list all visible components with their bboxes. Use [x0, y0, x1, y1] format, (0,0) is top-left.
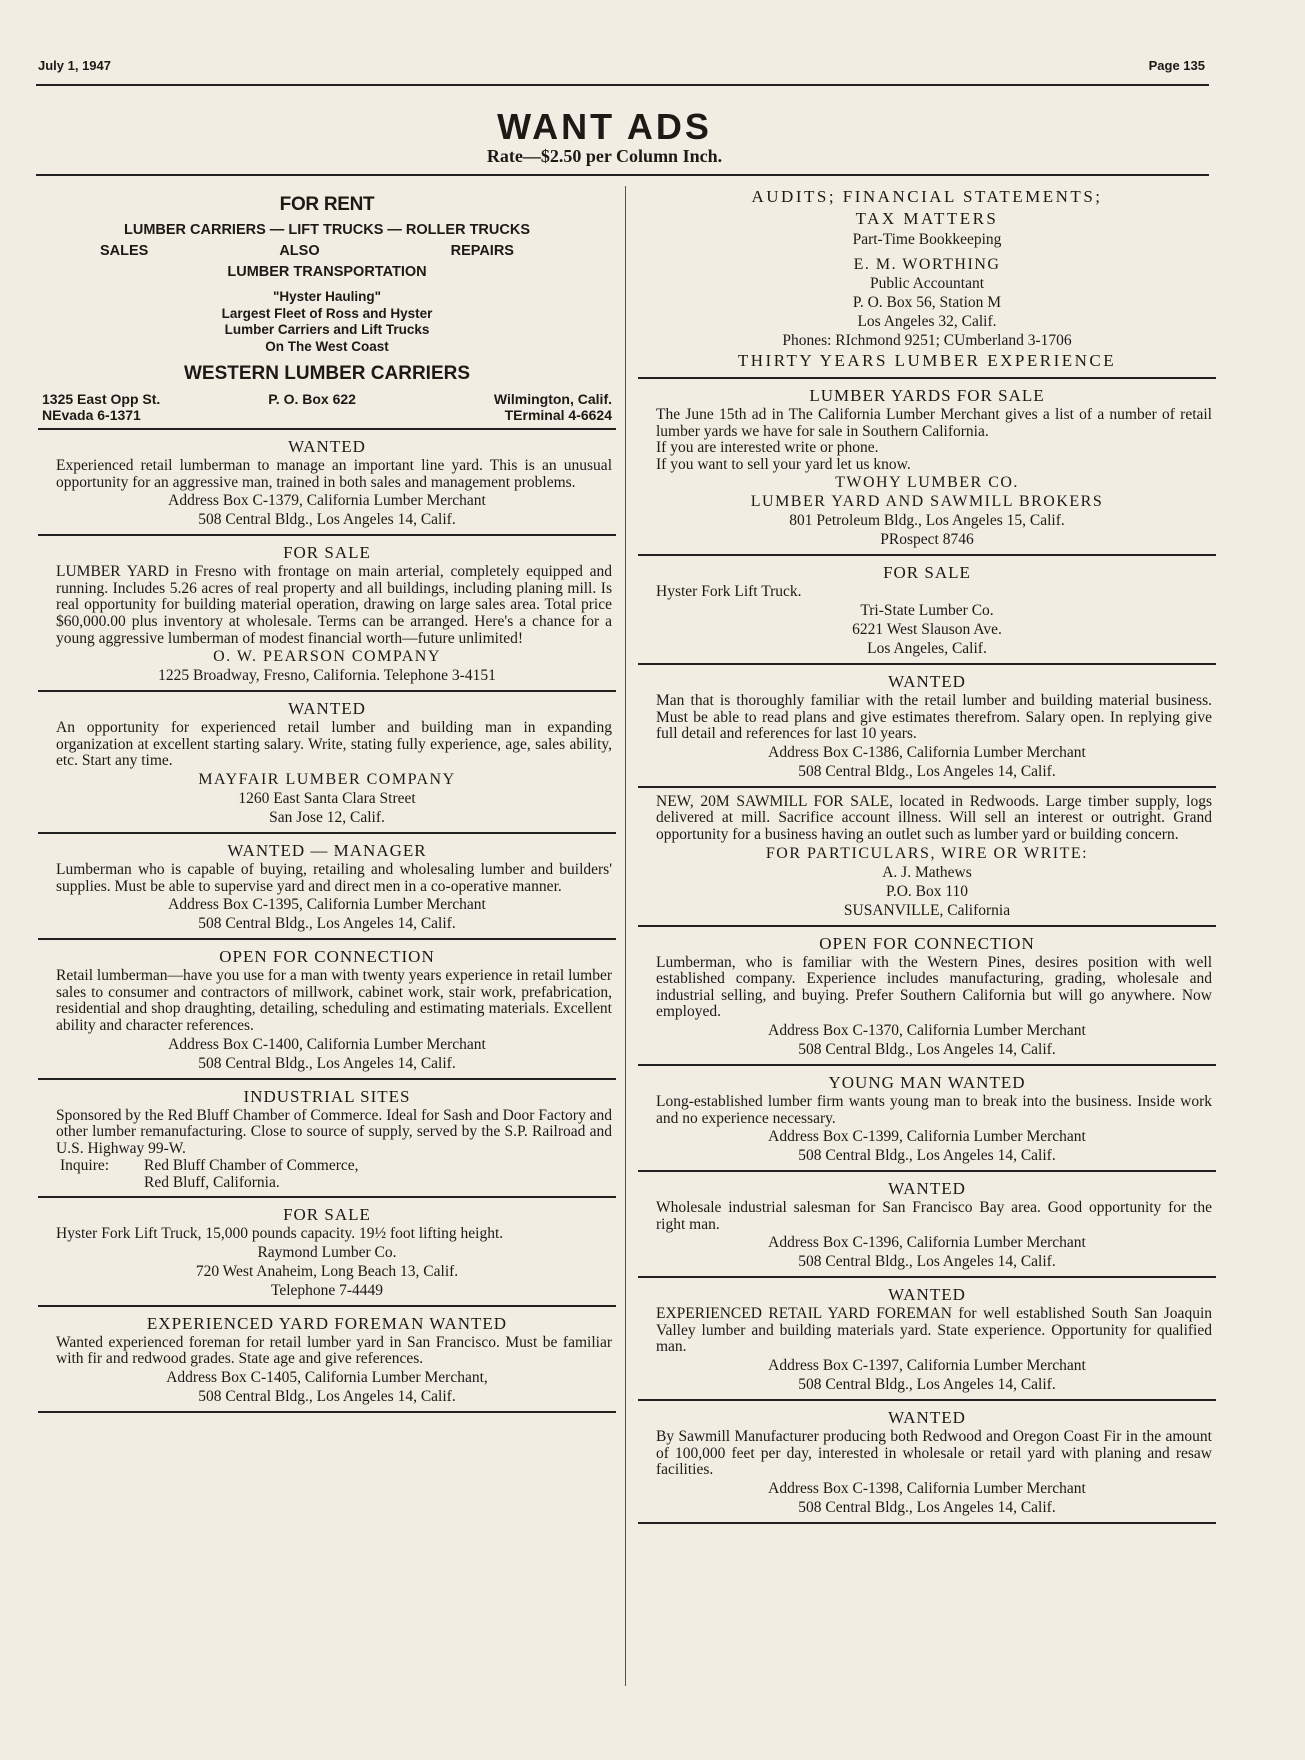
ad-line: LUMBER YARD AND SAWMILL BROKERS — [750, 493, 1104, 511]
ad-inquire — [42, 1174, 612, 1191]
ad-body: LUMBER YARD in Fresno with frontage on main arterial, completely equipped and running. Includes 5.26 acres of real property and all buildings, including planing mill. Is real opportunity for building material operation, drawing on large sales area. Total price $60,000.00 plus inventory at wholesale. Terms can be arranged. Here's a chance for a young aggressive lumberman of modest financial worth—future unlimited! — [56, 563, 612, 647]
ad-address: 508 Central Bldg., Los Angeles 14, Calif. — [198, 915, 456, 933]
column-divider — [625, 186, 626, 1686]
ad-divider — [638, 1522, 1216, 1524]
ad-title: EXPERIENCED YARD FOREMAN WANTED — [146, 1313, 508, 1333]
ad-line: On The West Coast — [265, 338, 389, 354]
ad-body: Wanted experienced foreman for retail lumber yard in San Francisco. Must be familiar with fir and redwood grades. State age and give references. — [56, 1333, 612, 1368]
ad-wanted-mayfair — [38, 698, 616, 827]
rate-line: Rate—$2.50 per Column Inch. — [486, 146, 723, 166]
ad-company: WESTERN LUMBER CARRIERS — [183, 363, 471, 384]
header-rule — [36, 84, 1209, 86]
ad-address: Address Box C-1395, California Lumber Merchant — [168, 896, 486, 914]
ad-body: Wholesale industrial salesman for San Francisco Bay area. Good opportunity for the right man. — [656, 1199, 1212, 1233]
ad-line: Lumber Carriers and Lift Trucks — [224, 322, 430, 337]
ad-sawmill-for-sale — [638, 794, 1216, 920]
ad-address: 508 Central Bldg., Los Angeles 14, Calif. — [798, 1253, 1056, 1271]
ad-address: Address Box C-1397, California Lumber Merchant — [768, 1357, 1086, 1375]
ad-address: Los Angeles 32, Calif. — [857, 313, 997, 330]
ad-title: LUMBER YARDS FOR SALE — [809, 386, 1045, 405]
ad-divider — [38, 1078, 616, 1080]
ad-address: San Jose 12, Calif. — [269, 808, 385, 826]
ad-address: 720 West Anaheim, Long Beach 13, Calif. — [195, 1262, 459, 1280]
ad-company: TWOHY LUMBER CO. — [835, 474, 1019, 492]
inquire-label: Inquire: — [60, 1157, 110, 1175]
ad-address: 508 Central Bldg., Los Angeles 14, Calif. — [798, 1040, 1056, 1058]
ad-wanted-sawmill-yard — [638, 1407, 1216, 1517]
ad-title: YOUNG MAN WANTED — [828, 1072, 1026, 1092]
ad-wanted-manager — [38, 840, 616, 933]
ad-title: FOR SALE — [283, 543, 371, 563]
ad-line: Part-Time Bookkeeping — [852, 231, 1002, 248]
ad-company: O. W. PEARSON COMPANY — [213, 648, 441, 666]
ad-company: Tri-State Lumber Co. — [860, 601, 994, 619]
ad-address: 508 Central Bldg., Los Angeles 14, Calif. — [198, 1388, 456, 1406]
ad-divider — [638, 554, 1216, 556]
ad-title: AUDITS; FINANCIAL STATEMENTS; — [751, 187, 1103, 206]
ad-divider — [638, 1170, 1216, 1172]
ad-line: Public Accountant — [869, 275, 985, 292]
ad-line: Largest Fleet of Ross and Hyster — [221, 305, 433, 321]
left-column — [38, 186, 616, 1419]
ad-divider — [38, 938, 616, 940]
ad-address: 508 Central Bldg., Los Angeles 14, Calif. — [798, 762, 1056, 780]
ad-body: Experienced retail lumberman to manage an important line yard. This is an unusual opportunity for an aggressive man, trained in both sales and management problems. — [56, 457, 612, 491]
ad-address: Address Box C-1386, California Lumber Merchant — [768, 743, 1086, 761]
ad-company: Raymond Lumber Co. — [257, 1243, 397, 1261]
ad-body: Sponsored by the Red Bluff Chamber of Commerce. Ideal for Sash and Door Factory and other lumber remanufacturing. Close to source of supply, served by the S.P. Railroad and U.S. Highway 99-W. — [56, 1106, 612, 1157]
ad-title: FOR SALE — [283, 1205, 371, 1225]
ad-title: WANTED — [888, 671, 966, 691]
ad-for-sale-tri-state — [638, 562, 1216, 658]
ad-phone: Telephone 7-4449 — [270, 1281, 384, 1299]
ad-young-man-wanted — [638, 1072, 1216, 1165]
ad-line: LUMBER CARRIERS — LIFT TRUCKS — ROLLER TRUCKS — [124, 222, 530, 238]
ad-phone: Phones: RIchmond 9251; CUmberland 3-1706 — [782, 332, 1072, 349]
ad-line: LUMBER TRANSPORTATION — [227, 264, 427, 280]
ad-body: By Sawmill Manufacturer producing both Redwood and Oregon Coast Fir in the amount of 100,000 feet per day, interested in wholesale or retail yard with planing and resaw facilities. — [656, 1428, 1212, 1479]
ad-city: Wilmington, Calif. — [493, 391, 612, 407]
ad-lumber-yards-for-sale — [638, 385, 1216, 549]
ad-address: Address Box C-1400, California Lumber Merchant — [168, 1035, 486, 1053]
ad-title: INDUSTRIAL SITES — [243, 1086, 411, 1106]
ad-body: Hyster Fork Lift Truck, 15,000 pounds capacity. 19½ foot lifting height. — [56, 1225, 504, 1243]
ad-title: WANTED — [888, 1179, 966, 1199]
ad-body: If you want to sell your yard let us know. — [656, 455, 911, 473]
ad-body: The June 15th ad in The California Lumber Merchant gives a list of a number of retail lumber yards we have for sale in Southern California. — [656, 406, 1212, 440]
ad-address: Address Box C-1370, California Lumber Merchant — [768, 1021, 1086, 1039]
ad-pobox: P.O. Box 110 — [885, 882, 969, 900]
ad-divider — [38, 690, 616, 692]
ad-line — [42, 241, 612, 262]
ad-title: WANTED — [288, 699, 366, 719]
ad-city: SUSANVILLE, California — [843, 901, 1011, 919]
ad-title: WANTED — [888, 1408, 966, 1428]
ad-divider — [638, 786, 1216, 788]
ad-wanted-yard-foreman — [638, 1284, 1216, 1394]
ad-divider — [38, 428, 616, 430]
ad-body: An opportunity for experienced retail lumber and building man in expanding organization at excellent starting salary. Write, stating fully experience, age, sales ability, etc. Start any time. — [56, 719, 612, 770]
ad-address: Address Box C-1405, California Lumber Merchant, — [166, 1369, 488, 1387]
ad-line: FOR PARTICULARS, WIRE OR WRITE: — [765, 844, 1089, 862]
masthead-rule — [36, 174, 1209, 176]
ad-text: REPAIRS — [450, 243, 514, 259]
ad-address: 508 Central Bldg., Los Angeles 14, Calif. — [798, 1498, 1056, 1516]
ad-company: A. J. Mathews — [882, 863, 972, 881]
ad-divider — [638, 925, 1216, 927]
ad-address: 1325 East Opp St. — [42, 391, 161, 407]
right-column — [638, 186, 1216, 1530]
ad-body: Long-established lumber firm wants young man to break into the business. Inside work and no experience necessary. — [656, 1092, 1212, 1127]
ad-address: 1225 Broadway, Fresno, California. Telephone 3-4151 — [158, 667, 496, 685]
ad-title: OPEN FOR CONNECTION — [219, 947, 435, 967]
ad-wanted-manager-line-yard — [38, 436, 616, 529]
ad-yard-foreman-wanted — [38, 1313, 616, 1406]
ad-body: NEW, 20M SAWMILL FOR SALE, located in Redwoods. Large timber supply, logs delivered at mill. Sacrifice account illness. Will sell an interest or outright. Grand opportunity for a business having an outlet such as lumber yard or building concern. — [656, 792, 1212, 843]
ad-address: P. O. Box 56, Station M — [852, 294, 1002, 311]
ad-phone: PRospect 8746 — [880, 531, 974, 549]
ad-title: FOR SALE — [883, 563, 971, 583]
ad-tagline: THIRTY YEARS LUMBER EXPERIENCE — [737, 351, 1117, 370]
ad-divider — [638, 663, 1216, 665]
ad-address: Address Box C-1398, California Lumber Merchant — [768, 1479, 1086, 1497]
ad-title: WANTED — [288, 437, 366, 456]
ad-address: Address Box C-1396, California Lumber Merchant — [768, 1234, 1086, 1252]
ad-wanted-estimator — [638, 671, 1216, 781]
ad-address-block — [42, 391, 612, 423]
ad-pobox: P. O. Box 622 — [268, 391, 356, 407]
ad-divider — [38, 1305, 616, 1307]
ad-industrial-sites — [38, 1086, 616, 1192]
ad-body: Hyster Fork Lift Truck. — [656, 583, 802, 601]
ad-address: 508 Central Bldg., Los Angeles 14, Calif. — [198, 1054, 456, 1072]
ad-accountant — [638, 186, 1216, 372]
ad-wanted-salesman — [638, 1178, 1216, 1271]
ad-divider — [38, 832, 616, 834]
ad-body: Man that is thoroughly familiar with the retail lumber and building material business. Must be able to read plans and give estimates therefrom. Salary open. In replying give full detail and references for last 10 years. — [656, 691, 1212, 743]
ad-phone: TErminal 4-6624 — [504, 407, 612, 423]
ad-inquire — [42, 1157, 612, 1174]
ad-body: EXPERIENCED RETAIL YARD FOREMAN for well established South San Joaquin Valley lumber and building materials yard. State experience. Opportunity for qualified man. — [656, 1305, 1212, 1356]
ad-title: WANTED — [888, 1285, 966, 1305]
ad-address: 508 Central Bldg., Los Angeles 14, Calif. — [798, 1376, 1056, 1394]
ad-title: OPEN FOR CONNECTION — [819, 933, 1035, 953]
ad-divider — [638, 1064, 1216, 1066]
ad-address: 801 Petroleum Bldg., Los Angeles 15, Calif. — [789, 512, 1065, 530]
ad-open-for-connection-pines — [638, 933, 1216, 1059]
ad-divider — [638, 1276, 1216, 1278]
ad-address: 508 Central Bldg., Los Angeles 14, Calif. — [198, 511, 456, 529]
ad-body: If you are interested write or phone. — [656, 439, 879, 457]
ad-body: Lumberman who is capable of buying, retailing and wholesaling lumber and builders' supplies. Must be able to supervise yard and direct men in a co-operative manner. — [56, 860, 612, 895]
ad-body: Retail lumberman—have you use for a man with twenty years experience in retail lumber sales to consumer and contractors of millwork, cabinet work, stair work, prefabrication, residential and shop draughting, detailing, scheduling and estimating materials. Excellent ability and character references. — [56, 967, 612, 1034]
page-title: WANT ADS — [497, 106, 712, 147]
ad-text: ALSO — [279, 243, 320, 259]
ad-divider — [38, 1196, 616, 1198]
ad-line: "Hyster Hauling" — [272, 289, 382, 304]
ad-address: Address Box C-1379, California Lumber Merchant — [168, 492, 486, 510]
ad-phone: NEvada 6-1371 — [42, 407, 141, 423]
ad-address: Red Bluff, California. — [144, 1174, 280, 1192]
ad-address: Red Bluff Chamber of Commerce, — [144, 1157, 359, 1175]
ad-for-rent — [38, 194, 616, 423]
ad-company: MAYFAIR LUMBER COMPANY — [198, 770, 456, 788]
ad-address: Address Box C-1399, California Lumber Merchant — [768, 1128, 1086, 1146]
ad-divider — [638, 377, 1216, 379]
ad-for-sale-hyster — [38, 1204, 616, 1300]
ad-address: Los Angeles, Calif. — [867, 639, 987, 657]
ad-address: 6221 West Slauson Ave. — [852, 620, 1002, 638]
ad-open-for-connection — [38, 946, 616, 1072]
ad-text: SALES — [100, 243, 149, 259]
ad-title: TAX MATTERS — [855, 209, 999, 228]
ad-title: FOR RENT — [279, 194, 375, 215]
ad-divider — [38, 534, 616, 536]
ad-body: Lumberman, who is familiar with the Western Pines, desires position with well established company. Experience includes manufacturing, grading, wholesale and industrial selling, and buying. Prefer Southern California but will go anywhere. Now employed. — [656, 953, 1212, 1021]
ad-company: E. M. WORTHING — [853, 256, 1001, 273]
ad-title: WANTED — MANAGER — [227, 840, 427, 860]
ad-divider — [38, 1411, 616, 1413]
ad-address: 1260 East Santa Clara Street — [238, 789, 416, 807]
ad-address: 508 Central Bldg., Los Angeles 14, Calif. — [798, 1147, 1056, 1165]
ad-for-sale-fresno — [38, 542, 616, 685]
issue-date: July 1, 1947 — [38, 58, 111, 73]
ad-divider — [638, 1399, 1216, 1401]
page-number: Page 135 — [1148, 58, 1205, 73]
